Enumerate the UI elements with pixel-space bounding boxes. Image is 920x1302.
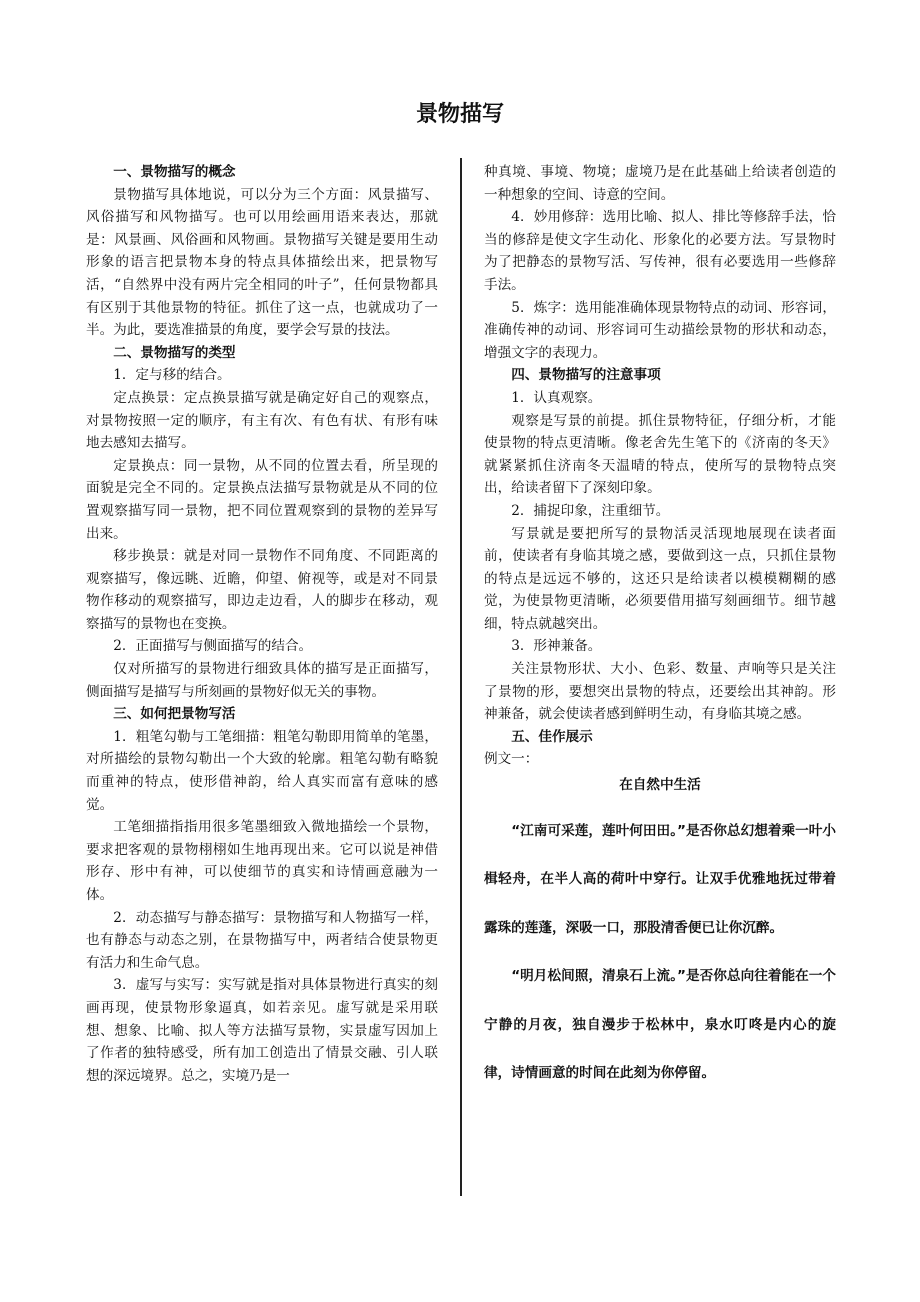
left-column — [86, 161, 438, 1087]
essay-body — [484, 807, 836, 1098]
paragraph: 定点换景：定点换景描写就是确定好自己的观察点，对景物按照一定的顺序，有主有次、有色有状、有形有味地去感知去描写。 — [86, 389, 438, 452]
paragraph: 景物描写具体地说，可以分为三个方面：风景描写、风俗描写和风物描写。也可以用绘画用语来表达，那就是：风景画、风俗画和风物画。景物描写关键是要用生动形象的语言把景物本身的特点具体描绘出来，把景物写活，“自然界中没有两片完全相同的叶子”，任何景物都具有区别于其他景物的特征。抓住了这一点，也就成功了一半。为此，要选准描景的角度，要学会写景的技法。 — [86, 186, 438, 339]
paragraph: 2．正面描写与侧面描写的结合。 — [113, 638, 313, 655]
paragraph: 种真境、事境、物境；虚境乃是在此基础上给读者创造的一种想象的空间、诗意的空间。 — [484, 164, 836, 203]
paragraph: 写景就是要把所写的景物活灵活现地展现在读者面前，使读者有身临其境之感，要做到这一点，只抓住景物的特点是远远不够的，这还只是给读者以模模糊糊的感觉，为使景物更清晰，必须要借用描写刻画细节。细节越细，特点就越突出。 — [484, 525, 836, 632]
section-heading: 二、景物描写的类型 — [113, 344, 236, 361]
essay-paragraph: “明月松间照，清泉石上流。”是否你总向往着能在一个宁静的月夜，独自漫步于松林中，泉水叮咚是内心的旋律，诗情画意的时间在此刻为你停留。 — [484, 968, 836, 1082]
right-column — [484, 161, 836, 1098]
section-heading: 五、佳作展示 — [511, 728, 593, 745]
paragraph: 3．形神兼备。 — [511, 638, 602, 655]
paragraph: 移步换景：就是对同一景物作不同角度、不同距离的观察描写，像远眺、近瞻，仰望、俯视等，或是对不同景物作移动的观察描写，即边走边看，人的脚步在移动，观察描写的景物也在变换。 — [86, 548, 438, 632]
paragraph: 3．虚写与实写：实写就是指对具体景物进行真实的刻画再现，使景物形象逼真，如若亲见。虚写就是采用联想、想象、比喻、拟人等方法描写景物，实景虚写因加上了作者的独特感受，所有加工创造出了情景交融、引人联想的深远境界。总之，实境乃是一 — [86, 977, 438, 1084]
example-label: 例文一： — [484, 751, 539, 768]
section-heading: 一、景物描写的概念 — [113, 164, 236, 180]
essay-paragraph: “江南可采莲，莲叶何田田。”是否你总幻想着乘一叶小楫轻舟，在半人高的荷叶中穿行。让双手优雅地抚过带着露珠的莲蓬，深吸一口，那股清香便已让你沉醉。 — [484, 822, 836, 936]
paragraph: 5．炼字：选用能准确体现景物特点的动词、形容词，准确传神的动词、形容词可生动描绘景物的形状和动态，增强文字的表现力。 — [484, 299, 836, 361]
paragraph: 关注景物形状、大小、色彩、数量、声响等只是关注了景物的形，要想突出景物的特点，还要绘出其神韵。形神兼备，就会使读者感到鲜明生动，有身临其境之感。 — [484, 661, 836, 723]
paragraph: 仅对所描写的景物进行细致具体的描写是正面描写，侧面描写是描写与所刻画的景物好似无关的事物。 — [86, 661, 438, 700]
section-heading: 四、景物描写的注意事项 — [511, 367, 661, 384]
paragraph: 定景换点：同一景物，从不同的位置去看，所呈现的面貌是完全不同的。定景换点法描写景物就是从不同的位置观察描写同一景物，把不同位置观察到的景物的差异写出来。 — [86, 457, 438, 542]
paragraph: 工笔细描指指用很多笔墨细致入微地描绘一个景物，要求把客观的景物栩栩如生地再现出来。它可以说是神借形存、形中有神，可以使细节的真实和诗情画意融为一体。 — [86, 819, 438, 903]
column-divider — [460, 158, 462, 1196]
paragraph: 1．粗笔勾勒与工笔细描：粗笔勾勒即用简单的笔墨，对所描绘的景物勾勒出一个大致的轮廓。粗笔勾勒有略貌而重神的特点，使形借神韵，给人真实而富有意味的感觉。 — [86, 728, 438, 813]
paragraph: 1．认真观察。 — [511, 389, 602, 406]
paragraph: 2．捕捉印象，注重细节。 — [511, 502, 670, 519]
page-title: 景物描写 — [415, 102, 504, 127]
essay-title: 在自然中生活 — [619, 777, 701, 794]
paragraph: 1．定与移的结合。 — [113, 367, 231, 384]
paragraph: 2．动态描写与静态描写：景物描写和人物描写一样，也有静态与动态之别，在景物描写中，两者结合使景物更有活力和生命气息。 — [86, 909, 438, 971]
paragraph: 观察是写景的前提。抓住景物特征，仔细分析，才能使景物的特点更清晰。像老舍先生笔下的《济南的冬天》就紧紧抓住济南冬天温晴的特点，使所写的景物特点突出，给读者留下了深刻印象。 — [484, 412, 836, 497]
section-heading: 三、如何把景物写活 — [113, 706, 236, 723]
paragraph: 4．妙用修辞：选用比喻、拟人、排比等修辞手法，恰当的修辞是使文字生动化、形象化的必要方法。写景物时为了把静态的景物写活、写传神，很有必要选用一些修辞手法。 — [484, 209, 836, 293]
